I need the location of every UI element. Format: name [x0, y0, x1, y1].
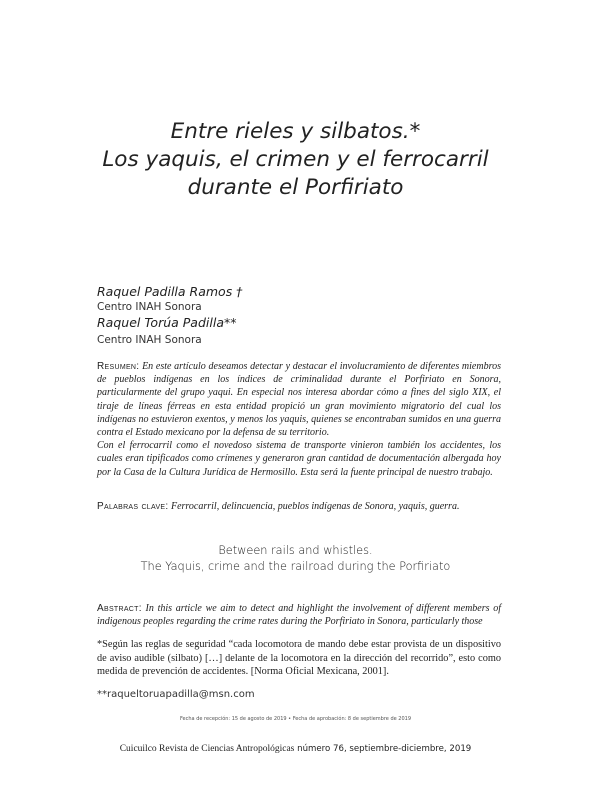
- palabras-text: Ferrocarril, delincuencia, pueblos indígenas de Sonora, yaquis, guerra.: [170, 501, 460, 512]
- english-title-line-1: Between rails and whistles.: [218, 544, 373, 557]
- author-2-affiliation: Centro INAH Sonora: [97, 334, 202, 346]
- article-title: [40, 118, 551, 202]
- footnote: *Según las reglas de seguridad “cada locomotora de mando debe estar provista de un dispositivo de aviso audible (silbato) […] delante de la locomotora en la dirección del recorrido”, esto como medida de prevención de accidentes. [Norma Oficial Mexicana, 2001].: [97, 639, 501, 677]
- author-1-name: Raquel Padilla Ramos †: [97, 284, 243, 299]
- resumen-paragraph-1: [97, 360, 501, 439]
- author-block: [97, 284, 242, 348]
- title-line-1: Entre rieles y silbatos.*: [170, 119, 421, 144]
- resumen-paragraph-2: Con el ferrocarril como el novedoso sistema de transporte vinieron también los accidentes, los cuales eran tipificados como crímenes y generaron gran cantidad de documentación albergada hoy por la Casa de la Cultura Jurídica de Hermosillo. Esta será la fuente principal de nuestro trabajo.: [97, 440, 501, 478]
- palabras-label: Palabras clave:: [97, 501, 169, 512]
- english-title-line-2: The Yaquis, crime and the railroad during the Porfiriato: [140, 560, 451, 573]
- resumen-text-1: En este artículo deseamos detectar y destacar el involucramiento de diferentes miembros de pueblos indígenas en los índices de criminalidad durante el Porfiriato en Sonora, particularmente del grupo yaqui. En especial nos interesa abordar cómo a fines del siglo XIX, el tiraje de líneas férreas en esta entidad propició un gran movimiento migratorio del cual los indígenas no estuvieron exentos, y menos los yaquis, quienes se encontraban sumidos en una guerra contra el Estado mexicano por la defensa de su territorio.: [97, 361, 502, 439]
- author-email: **raqueltoruapadilla@msn.com: [97, 689, 255, 700]
- abstract-label: Abstract:: [97, 603, 142, 614]
- author-1-affiliation: Centro INAH Sonora: [97, 301, 202, 313]
- english-title: [60, 543, 531, 575]
- journal-name: Cuicuilco Revista de Ciencias Antropológicas: [119, 744, 295, 754]
- title-line-2: Los yaquis, el crimen y el ferrocarril: [102, 147, 489, 172]
- resumen-section: [97, 360, 501, 479]
- title-line-3: durante el Porfiriato: [187, 175, 404, 200]
- author-2-name: Raquel Torúa Padilla**: [97, 315, 237, 330]
- abstract-text: In this article we aim to detect and highlight the involvement of different members of indigenous peoples regarding the crime rates during the Porfiriato in Sonora, particularly those: [97, 603, 502, 627]
- palabras-clave: [97, 500, 501, 513]
- journal-issue: número 76, septiembre-diciembre, 2019: [294, 744, 472, 754]
- resumen-label: Resumen:: [97, 361, 140, 372]
- submission-dates: Fecha de recepción: 15 de agosto de 2019 • Fecha de aprobación: 8 de septiembre de 2019: [179, 716, 412, 722]
- journal-footer: [60, 743, 531, 754]
- abstract-section: [97, 602, 501, 628]
